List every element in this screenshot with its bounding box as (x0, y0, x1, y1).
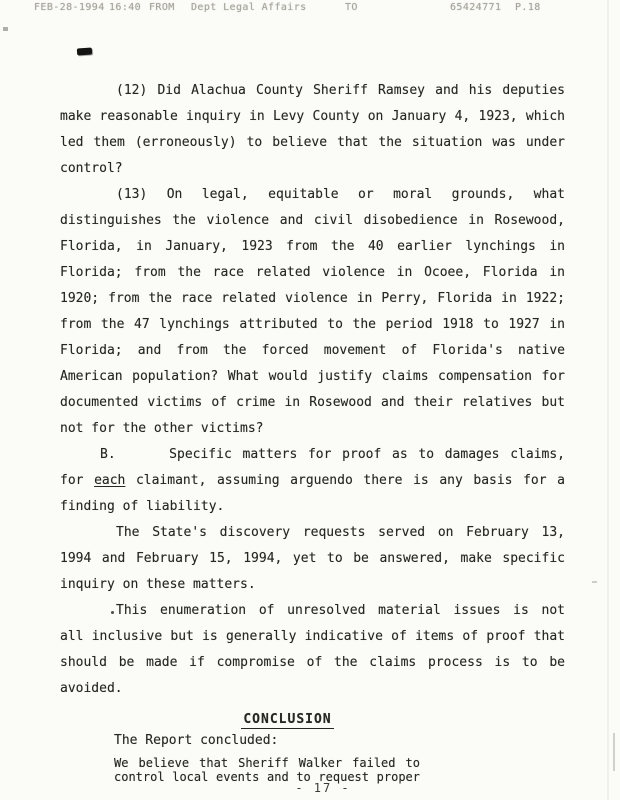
line-text: make reasonable inquiry in Levy County on January 4, 1923, which (60, 109, 565, 124)
underlined-word: each (94, 473, 126, 488)
conclusion-heading-wrap (60, 708, 515, 729)
line-text: from the 47 lynchings attributed to the period 1918 to 1927 in (60, 317, 565, 332)
fax-transmission-header (0, 2, 620, 16)
fax-date: FEB-28-1994 (34, 2, 105, 13)
quote-line: We believe that Sheriff Walker failed to (114, 757, 420, 770)
document-line (60, 78, 565, 104)
quote-line: control local events and to request proper (114, 770, 420, 784)
line-text: B. Specific matters for proof as to damages claims, (100, 447, 565, 462)
line-text: Florida, in January, 1923 from the 40 earlier lynchings in (60, 239, 565, 254)
document-line (60, 494, 565, 520)
document-line (60, 598, 565, 624)
document-line (60, 572, 565, 598)
line-text: The State's discovery requests served on February 13, (116, 525, 565, 540)
document-line (60, 442, 565, 468)
line-text: finding of liability. (60, 499, 225, 514)
line-text: American population? What would justify claims compensation for (60, 369, 565, 384)
document-line (60, 520, 565, 546)
ink-blob-artifact (77, 47, 92, 55)
scan-edge-dash (613, 733, 615, 771)
line-text: claimant, assuming arguendo there is any basis for a (125, 473, 565, 488)
line-text: 1920; from the race related violence in Perry, Florida in 1922; (60, 291, 565, 306)
document-line (60, 208, 565, 234)
document-line (60, 416, 565, 442)
document-line (60, 390, 565, 416)
document-line (60, 676, 565, 702)
line-text: documented victims of crime in Rosewood and their relatives but (60, 395, 565, 410)
document-line (60, 234, 565, 260)
scan-speck-right (592, 581, 597, 583)
fax-to-label: TO (345, 2, 358, 13)
document-line (60, 130, 565, 156)
line-text: should be made if compromise of the claims process is to be (60, 655, 565, 670)
line-text: led them (erroneously) to believe that the situation was under (60, 135, 565, 150)
document-line (60, 312, 565, 338)
page-number: - 17 - (295, 781, 351, 795)
fax-sender: Dept Legal Affairs (191, 2, 307, 13)
fax-number: 65424771 (450, 2, 502, 13)
document-line (60, 468, 565, 494)
fax-from-label: FROM (149, 2, 175, 13)
document-line (60, 650, 565, 676)
document-line (60, 364, 565, 390)
report-quote-block (114, 757, 420, 784)
document-body (60, 78, 565, 702)
line-text: Florida; from the race related violence in Ocoee, Florida in (60, 265, 565, 280)
document-line (60, 104, 565, 130)
line-text: This enumeration of unresolved material issues is not (116, 603, 565, 618)
document-line (60, 260, 565, 286)
line-text: for (60, 473, 95, 488)
line-text: Florida; and from the forced movement of Florida's native (60, 343, 565, 358)
document-line (60, 182, 565, 208)
document-line (60, 156, 565, 182)
line-text: distinguishes the violence and civil disobedience in Rosewood, (60, 213, 565, 228)
document-line (60, 338, 565, 364)
line-text: inquiry on these matters. (60, 577, 256, 592)
document-line (60, 546, 565, 572)
line-text: 1994 and February 15, 1994, yet to be answered, make specific (60, 551, 565, 566)
scan-speck (3, 27, 8, 31)
document-line (60, 624, 565, 650)
report-concluded-line: The Report concluded: (114, 733, 279, 748)
fax-time: 16:40 (109, 2, 142, 13)
line-text: not for the other victims? (60, 421, 264, 436)
line-text: avoided. (60, 681, 123, 696)
conclusion-heading: CONCLUSION (243, 712, 332, 727)
line-text: control? (60, 161, 123, 176)
line-text: all inclusive but is generally indicative of items of proof that (60, 629, 565, 644)
line-text: (12) Did Alachua County Sheriff Ramsey and his deputies (116, 83, 565, 98)
fax-page-label: P.18 (515, 2, 541, 13)
line-text: (13) On legal, equitable or moral grounds, what (116, 187, 565, 202)
scan-edge-line (607, 0, 609, 800)
document-line (60, 286, 565, 312)
